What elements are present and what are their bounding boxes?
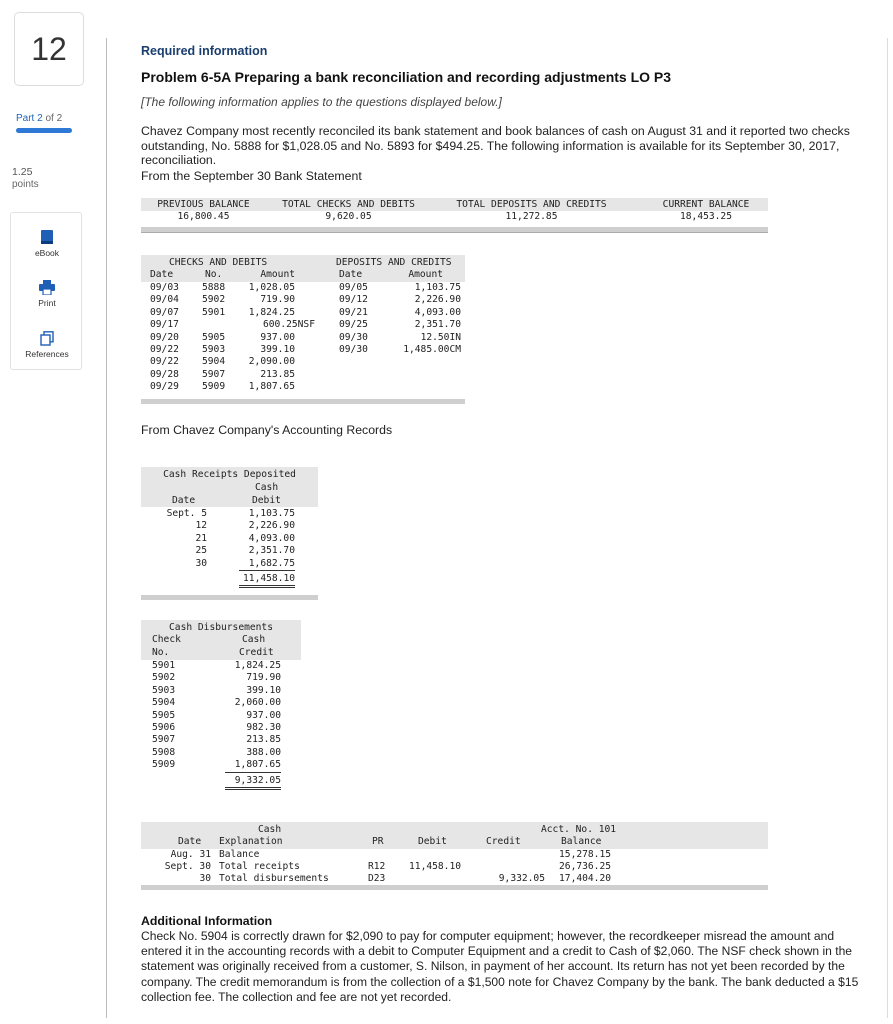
additional-information-paragraph: Check No. 5904 is correctly drawn for $2,090 to pay for computer equipment; however, the recordkeeper misread the amount and entered it in the accounting records with a debit to Computer Equipment and a credit to Cash of $2,060. The NSF check shown in the statement was originally received from a customer, S. Nilson, in payment of her account. Its return has not yet been recorded by the company. The credit memorandum is from the collection of a $1,500 note for Chavez Company by the bank. The bank deducted a $15 collection fee. The collection and fee are not yet recorded.	[141, 929, 859, 1004]
ledger-debit-header: Debit	[418, 836, 447, 847]
check-date: 09/04	[150, 294, 179, 306]
ledger-balance: 26,736.25	[559, 861, 611, 873]
part-progress-bar	[16, 128, 72, 133]
ledger-balance: 17,404.20	[559, 873, 611, 885]
from-bank-label: From the September 30 Bank Statement	[141, 169, 362, 183]
check-amount: 2,090.00	[248, 356, 295, 368]
check-date: 09/17	[150, 319, 179, 331]
problem-title: Problem 6-5A Preparing a bank reconciliation and recording adjustments LO P3	[141, 69, 672, 85]
disbursement-amount: 399.10	[246, 684, 281, 696]
check-amount: 1,028.05	[248, 282, 295, 293]
check-date: 09/22	[150, 344, 179, 355]
disbursement-check-no: 5909	[152, 759, 176, 771]
ledger-explanation: Total receipts	[219, 861, 300, 873]
part-current: 2	[37, 113, 43, 124]
ledger-pr-header: PR	[372, 836, 384, 847]
disb-no-header: No.	[152, 647, 170, 658]
references-button[interactable]	[11, 331, 83, 359]
intro-paragraph: Chavez Company most recently reconciled its bank statement and book balances of cash on August 31 and it reported two checks outstanding, No. 5888 for $1,028.05 and No. 5893 for $494.25. The following information is available for its September 30, 2017, reconciliation.	[141, 124, 850, 168]
disbursement-amount: 2,060.00	[234, 697, 281, 709]
check-no: 5903	[202, 344, 226, 355]
deposit-amount: 1,485.00CM	[403, 344, 461, 355]
cash-disbursements-table	[141, 620, 301, 800]
references-label: References	[25, 349, 69, 359]
ledger-pr: R12	[368, 861, 386, 873]
ledger-debit: 11,458.10	[409, 861, 461, 873]
disbursement-amount: 982.30	[246, 722, 281, 733]
part-of: of 2	[45, 113, 63, 124]
check-amount: 600.25NSF	[263, 319, 315, 331]
receipt-date: 25	[195, 545, 207, 557]
check-no: 5909	[202, 381, 226, 393]
deposit-date: 09/30	[339, 344, 368, 355]
receipts-cash-header: Cash	[255, 482, 279, 493]
ledger-explanation-header: Explanation	[219, 836, 283, 847]
disbursement-amount: 719.90	[246, 672, 281, 684]
deposit-date: 09/05	[339, 282, 368, 293]
bank-summary-header: TOTAL CHECKS AND DEBITS	[282, 199, 415, 210]
receipt-date: 21	[195, 532, 207, 544]
disbursement-amount: 388.00	[246, 746, 281, 758]
print-button[interactable]	[11, 280, 83, 308]
deposits-title: DEPOSITS AND CREDITS	[336, 257, 452, 268]
printer-icon	[39, 280, 55, 295]
ledger-credit-header: Credit	[486, 836, 521, 847]
bank-summary-value: 16,800.45	[177, 211, 230, 222]
deposit-amount: 12.50IN	[420, 331, 461, 343]
receipts-debit-header: Debit	[252, 495, 281, 506]
additional-information-heading: Additional Information	[141, 914, 273, 928]
checks-amount-header: Amount	[260, 269, 295, 280]
points-label: points	[12, 179, 39, 190]
receipt-amount: 1,103.75	[248, 508, 295, 519]
cash-receipts-table	[141, 467, 318, 601]
check-no: 5902	[202, 294, 226, 306]
check-no: 5904	[202, 356, 226, 368]
check-date: 09/07	[150, 306, 179, 318]
part-indicator	[16, 113, 62, 124]
checks-no-header: No.	[205, 269, 223, 280]
check-date: 09/03	[150, 282, 179, 293]
disb-cash-header: Cash	[242, 634, 266, 645]
receipt-amount: 2,226.90	[248, 520, 295, 532]
disbursement-check-no: 5904	[152, 697, 176, 709]
check-amount: 1,807.65	[248, 381, 295, 393]
references-icon	[40, 331, 54, 346]
rail-divider	[106, 38, 107, 1018]
check-amount: 937.00	[260, 331, 295, 343]
disbursement-amount: 213.85	[246, 734, 281, 746]
ledger-acct-no: Acct. No. 101	[541, 824, 617, 835]
check-no: 5907	[202, 368, 226, 380]
check-date: 09/22	[150, 356, 179, 368]
check-amount: 213.85	[260, 368, 295, 380]
bank-summary-header: TOTAL DEPOSITS AND CREDITS	[456, 199, 607, 210]
receipts-total: 11,458.10	[239, 573, 295, 588]
ledger-balance-header: Balance	[561, 836, 602, 847]
part-label: Part	[16, 113, 35, 124]
receipt-amount: 4,093.00	[248, 532, 295, 544]
receipt-amount: 2,351.70	[248, 545, 295, 557]
applies-note: [The following information applies to the questions displayed below.]	[141, 95, 502, 109]
bank-summary-value: 18,453.25	[680, 211, 732, 222]
check-amount: 1,824.25	[248, 306, 295, 318]
ledger-date: 30	[199, 873, 211, 885]
disbursement-check-no: 5907	[152, 734, 176, 746]
bank-summary-header: CURRENT BALANCE	[662, 199, 750, 210]
deposit-date: 09/30	[339, 331, 368, 343]
disbursements-total: 9,332.05	[225, 775, 281, 790]
disbursement-check-no: 5902	[152, 672, 176, 684]
tools-panel	[10, 212, 82, 370]
disbursement-check-no: 5903	[152, 684, 176, 696]
receipt-date: 30	[195, 557, 207, 569]
disb-credit-header: Credit	[239, 647, 274, 658]
disbursement-amount: 1,807.65	[225, 759, 281, 772]
bank-summary-table	[141, 198, 768, 237]
disbursement-check-no: 5901	[152, 660, 176, 671]
check-no: 5905	[202, 331, 226, 343]
deposit-amount: 2,351.70	[414, 319, 461, 331]
bank-summary-value: 11,272.85	[505, 211, 558, 222]
disbursement-amount: 937.00	[246, 709, 281, 721]
receipt-date: 12	[195, 520, 207, 532]
ebook-button[interactable]	[11, 229, 83, 258]
check-date: 09/28	[150, 368, 179, 380]
disbursement-check-no: 5908	[152, 746, 176, 758]
required-information-heading: Required information	[141, 44, 268, 58]
deposits-date-header: Date	[339, 269, 363, 280]
receipt-date: Sept. 5	[166, 508, 207, 519]
disbursement-amount: 1,824.25	[234, 660, 281, 671]
content-right-border	[887, 38, 888, 1018]
ledger-date: Aug. 31	[170, 849, 211, 860]
checks-date-header: Date	[150, 269, 174, 280]
ledger-explanation: Total disbursements	[219, 873, 329, 885]
part-progress-fill	[16, 128, 72, 133]
table-bottom-bar	[141, 595, 318, 600]
ledger-title: Cash	[258, 824, 282, 835]
ebook-label: eBook	[34, 248, 60, 258]
table-bottom-bar	[141, 227, 768, 233]
check-date: 09/20	[150, 331, 179, 343]
checks-title: CHECKS AND DEBITS	[169, 257, 268, 268]
table-bottom-bar	[141, 399, 465, 404]
check-no: 5888	[202, 282, 226, 293]
ledger-explanation: Balance	[219, 849, 260, 860]
disbursements-title: Cash Disbursements	[169, 622, 273, 633]
disb-check-header: Check	[152, 634, 181, 645]
disbursement-check-no: 5906	[152, 722, 176, 733]
ledger-balance: 15,278.15	[559, 849, 611, 860]
from-company-label: From Chavez Company's Accounting Records	[141, 423, 393, 437]
question-number: 12	[14, 12, 84, 86]
bank-detail-table	[141, 255, 465, 405]
ledger-date: Sept. 30	[164, 861, 211, 873]
disbursement-check-no: 5905	[152, 709, 176, 721]
deposits-amount-header: Amount	[408, 269, 443, 280]
receipts-date-header: Date	[172, 495, 196, 506]
deposit-date: 09/25	[339, 319, 368, 331]
cash-ledger-table	[141, 822, 768, 890]
deposit-date: 09/12	[339, 294, 368, 306]
check-amount: 719.90	[260, 294, 295, 306]
check-date: 09/29	[150, 381, 179, 393]
bank-summary-value: 9,620.05	[325, 211, 372, 222]
ledger-credit: 9,332.05	[498, 873, 545, 885]
check-amount: 399.10	[260, 344, 295, 355]
print-label: Print	[38, 298, 56, 308]
ledger-pr: D23	[368, 873, 386, 885]
deposit-amount: 4,093.00	[414, 306, 461, 318]
book-icon	[40, 229, 54, 245]
bank-summary-header: PREVIOUS BALANCE	[157, 199, 250, 210]
deposit-amount: 2,226.90	[414, 294, 461, 306]
points-value: 1.25	[12, 166, 33, 178]
ledger-date-header: Date	[178, 836, 202, 847]
receipt-amount: 1,682.75	[239, 558, 295, 571]
deposit-amount: 1,103.75	[414, 282, 461, 293]
check-no: 5901	[202, 306, 226, 318]
deposit-date: 09/21	[339, 306, 368, 318]
receipts-title: Cash Receipts Deposited	[163, 469, 296, 480]
